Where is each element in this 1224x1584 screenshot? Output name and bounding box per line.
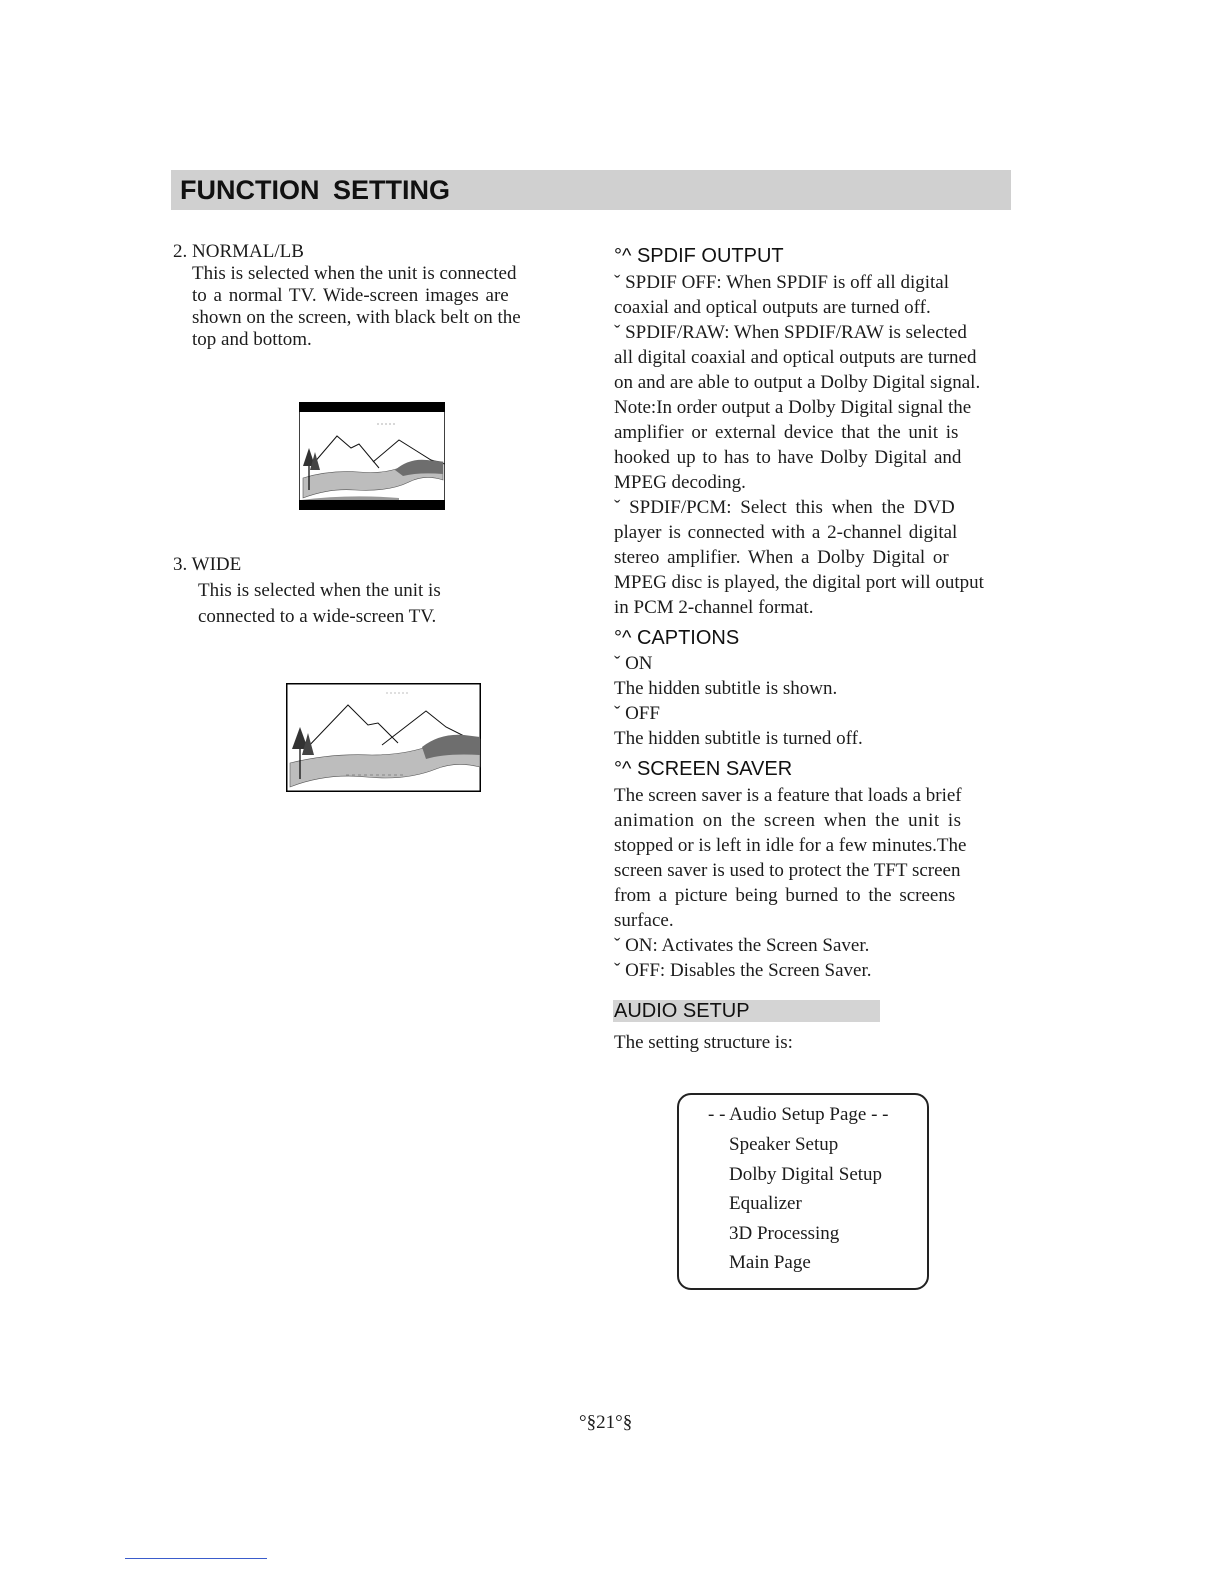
- letterbox-tv-illustration: [299, 402, 445, 510]
- menu-item-speaker-setup: Speaker Setup: [729, 1134, 839, 1155]
- audio-setup-heading: AUDIO SETUP: [614, 1000, 750, 1022]
- normal-lb-line: top and bottom.: [192, 329, 312, 350]
- screen-saver-line: The screen saver is a feature that loads a brief: [614, 785, 962, 806]
- normal-lb-line: shown on the screen, with black belt on the: [192, 307, 521, 328]
- menu-item-main-page: Main Page: [729, 1252, 811, 1273]
- captions-option-off: ˇ OFF: [614, 703, 660, 724]
- wide-heading: 3. WIDE: [173, 554, 242, 575]
- screen-saver-heading: °^ SCREEN SAVER: [614, 758, 793, 780]
- spdif-line: Note:In order output a Dolby Digital signal the: [614, 397, 972, 418]
- spdif-line: in PCM 2-channel format.: [614, 597, 814, 618]
- spdif-line: MPEG disc is played, the digital port will output: [614, 572, 984, 593]
- spdif-line: ˇ SPDIF OFF: When SPDIF is off all digital: [614, 272, 950, 293]
- audio-setup-menu-title: - - Audio Setup Page - -: [708, 1104, 889, 1125]
- screen-saver-option-off: ˇ OFF: Disables the Screen Saver.: [614, 960, 872, 981]
- wide-line: This is selected when the unit is: [198, 580, 441, 601]
- screen-saver-option-on: ˇ ON: Activates the Screen Saver.: [614, 935, 870, 956]
- section-title: FUNCTION SETTING: [180, 175, 450, 205]
- audio-setup-intro: The setting structure is:: [614, 1032, 793, 1053]
- spdif-line: MPEG decoding.: [614, 472, 746, 493]
- captions-heading: °^ CAPTIONS: [614, 627, 740, 649]
- screen-saver-line: stopped or is left in idle for a few minutes.The: [614, 835, 967, 856]
- wide-line: connected to a wide-screen TV.: [198, 606, 437, 627]
- widescreen-tv-illustration: [286, 683, 481, 792]
- spdif-output-body: [614, 270, 998, 620]
- captions-line: The hidden subtitle is turned off.: [614, 728, 863, 749]
- captions-option-on: ˇ ON: [614, 653, 653, 674]
- menu-item-equalizer: Equalizer: [729, 1193, 802, 1214]
- spdif-line: hooked up to has to have Dolby Digital and: [614, 447, 962, 468]
- screen-saver-body: [614, 783, 998, 983]
- normal-lb-line: This is selected when the unit is connected: [192, 263, 517, 284]
- spdif-output-heading: °^ SPDIF OUTPUT: [614, 245, 784, 267]
- spdif-line: ˇ SPDIF/RAW: When SPDIF/RAW is selected: [614, 322, 967, 343]
- captions-line: The hidden subtitle is shown.: [614, 678, 838, 699]
- spdif-line: all digital coaxial and optical outputs are turned: [614, 347, 977, 368]
- spdif-line: ˇ SPDIF/PCM: Select this when the DVD: [614, 497, 955, 518]
- screen-saver-line: from a picture being burned to the screens: [614, 885, 956, 906]
- menu-item-3d-processing: 3D Processing: [729, 1223, 840, 1244]
- footer-rule: [125, 1558, 267, 1559]
- normal-lb-line: to a normal TV. Wide-screen images are: [192, 285, 509, 306]
- screen-saver-line: surface.: [614, 910, 674, 931]
- screen-saver-line: animation on the screen when the unit is: [614, 810, 962, 831]
- page-number: °§21°§: [579, 1412, 633, 1433]
- spdif-line: amplifier or external device that the unit is: [614, 422, 959, 443]
- spdif-line: on and are able to output a Dolby Digital signal.: [614, 372, 981, 393]
- screen-saver-line: screen saver is used to protect the TFT screen: [614, 860, 961, 881]
- normal-lb-heading: 2. NORMAL/LB: [173, 241, 304, 262]
- menu-item-dolby-digital-setup: Dolby Digital Setup: [729, 1164, 883, 1185]
- spdif-line: coaxial and optical outputs are turned off.: [614, 297, 931, 318]
- spdif-line: stereo amplifier. When a Dolby Digital or: [614, 547, 949, 568]
- spdif-line: player is connected with a 2-channel digital: [614, 522, 958, 543]
- captions-body: [614, 651, 998, 751]
